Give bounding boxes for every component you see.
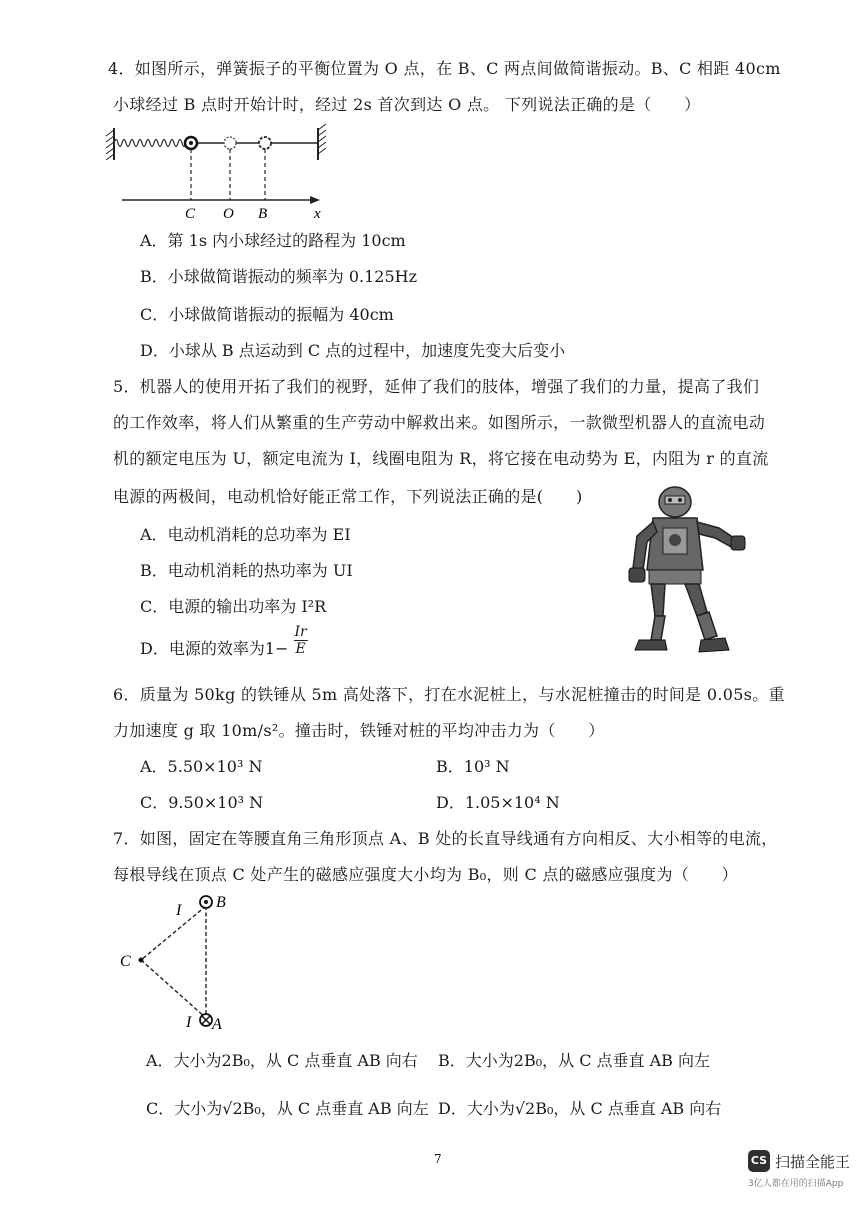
page-number: 7	[434, 1152, 442, 1166]
label-b: B	[216, 894, 226, 911]
q7-stem-line1: 7．如图，固定在等腰直角三角形顶点 A、B 处的长直导线通有方向相反、大小相等的电流，	[113, 829, 778, 848]
q5-stem-line3: 机的额定电压为 U，额定电流为 I，线圈电阻为 R，将它接在电动势为 E，内阻为 r 的直流	[113, 449, 769, 468]
q4-option-b: B．小球做简谐振动的频率为 0.125Hz	[140, 267, 418, 286]
q6-stem-line1: 6．质量为 50kg 的铁锤从 5m 高处落下，打在水泥桩上，与水泥桩撞击的时间是 0.05s。重	[113, 685, 785, 704]
q6-option-d: D．1.05×10⁴ N	[436, 793, 560, 812]
q7-option-a: A．大小为2B₀，从 C 点垂直 AB 向右	[146, 1051, 418, 1070]
q5-stem-line2: 的工作效率，将人们从繁重的生产劳动中解救出来。如图所示，一款微型机器人的直流电动	[113, 413, 766, 432]
q5-stem-line1: 5．机器人的使用开拓了我们的视野，延伸了我们的肢体，增强了我们的力量，提高了我们	[113, 377, 760, 396]
scanner-app-tagline: 3亿人都在用的扫描App	[748, 1179, 844, 1189]
label-b: B	[258, 206, 268, 222]
label-o: O	[223, 206, 234, 222]
q5-stem-line4: 电源的两极间，电动机恰好能正常工作，下列说法正确的是( )	[113, 487, 583, 506]
q5-option-c: C．电源的输出功率为 I²R	[140, 597, 327, 616]
q4-option-c: C．小球做简谐振动的振幅为 40cm	[140, 305, 394, 324]
label-i-top: I	[176, 902, 182, 919]
q7-option-b: B．大小为2B₀，从 C 点垂直 AB 向左	[438, 1051, 711, 1070]
camscanner-logo-icon: CS	[748, 1150, 770, 1172]
q5-option-d-prefix: D．电源的效率为1−	[140, 639, 289, 658]
q6-option-b: B．10³ N	[436, 757, 510, 776]
fraction-denominator: E	[295, 641, 306, 657]
spring	[114, 140, 196, 147]
q4-stem-line1: 4．如图所示，弹簧振子的平衡位置为 O 点，在 B、C 两点间做简谐振动。B、C 相距 40cm	[108, 59, 781, 78]
q4-stem-line2: 小球经过 B 点时开始计时，经过 2s 首次到达 O 点。 下列说法正确的是（ ）	[113, 95, 701, 114]
label-c: C	[120, 953, 131, 970]
label-c: C	[185, 206, 196, 222]
label-x: x	[314, 206, 321, 222]
fraction-numerator: Ir	[294, 624, 307, 640]
q6-stem-line2: 力加速度 g 取 10m/s²。撞击时，铁锤对桩的平均冲击力为（ ）	[113, 721, 605, 740]
spring-oscillator-figure	[100, 118, 340, 223]
q4-option-d: D．小球从 B 点运动到 C 点的过程中，加速度先变大后变小	[140, 341, 566, 360]
q7-option-c: C．大小为√2B₀，从 C 点垂直 AB 向左	[146, 1099, 429, 1118]
q5-option-a: A．电动机消耗的总功率为 EI	[140, 525, 351, 544]
scanner-app-name: 扫描全能王	[775, 1153, 851, 1171]
label-i-bottom: I	[186, 1014, 192, 1031]
q7-stem-line2: 每根导线在顶点 C 处产生的磁感应强度大小均为 B₀，则 C 点的磁感应强度为（ ）	[113, 865, 738, 884]
robot-image	[625, 484, 755, 660]
q5-option-d	[140, 624, 308, 659]
q6-option-c: C．9.50×10³ N	[140, 793, 264, 812]
q5-option-b: B．电动机消耗的热功率为 UI	[140, 561, 353, 580]
triangle-wires-figure	[110, 888, 250, 1038]
q6-option-a: A．5.50×10³ N	[140, 757, 263, 776]
q4-option-a: A．第 1s 内小球经过的路程为 10cm	[140, 231, 406, 250]
q7-option-d: D．大小为√2B₀，从 C 点垂直 AB 向右	[438, 1099, 722, 1118]
label-a: A	[212, 1016, 222, 1033]
